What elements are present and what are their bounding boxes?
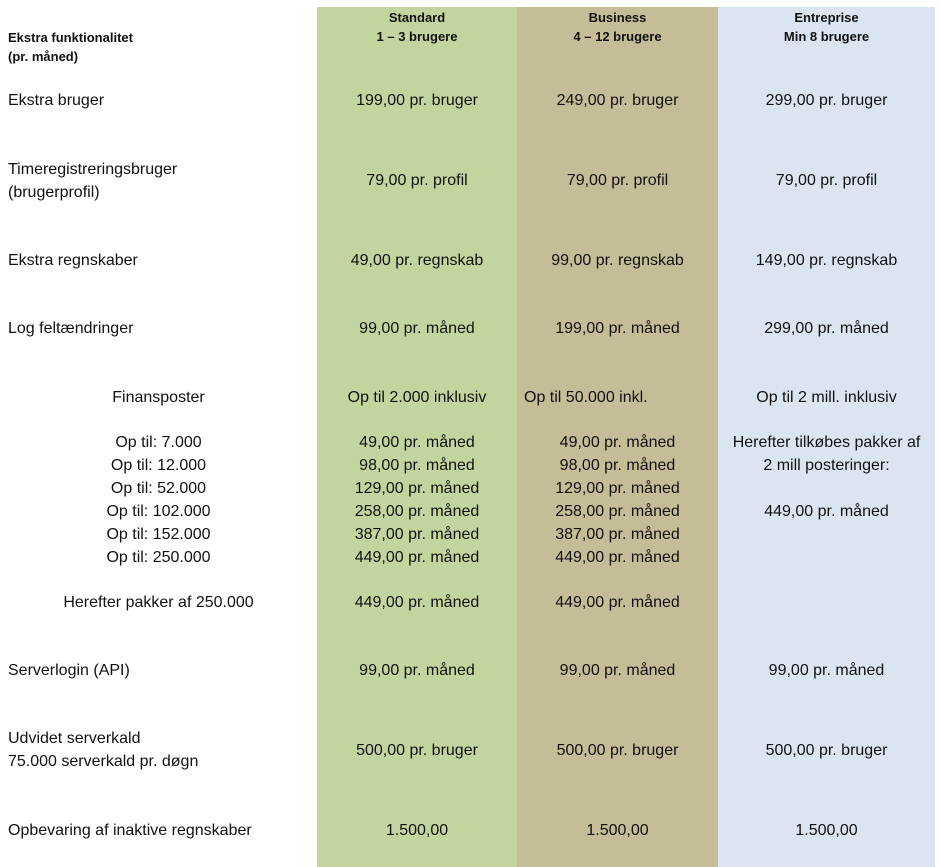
plan-header-business bbox=[517, 8, 718, 46]
price-enterprise-package: 449,00 pr. måned bbox=[764, 503, 889, 520]
tier-price: 387,00 pr. måned bbox=[354, 526, 480, 543]
tier-price: 98,00 pr. måned bbox=[559, 457, 676, 474]
row-label-line: Timeregistreringsbruger bbox=[8, 161, 178, 178]
plan-users: 4 – 12 brugere bbox=[573, 29, 662, 44]
tier-price: 49,00 pr. måned bbox=[559, 434, 676, 451]
tier-price: 258,00 pr. måned bbox=[354, 503, 480, 520]
tier-label: Op til: 12.000 bbox=[110, 457, 207, 474]
price-enterprise-ekstra-regnskaber: 149,00 pr. regnskab bbox=[755, 252, 898, 269]
price-enterprise-timeregistrering: 79,00 pr. profil bbox=[775, 172, 878, 189]
price-business-opbevaring: 1.500,00 bbox=[586, 822, 649, 839]
price-enterprise-finansposter: Op til 2 mill. inklusiv bbox=[756, 389, 897, 406]
feature-column-header bbox=[8, 28, 133, 66]
row-label-log-feltaendringer: Log feltændringer bbox=[8, 320, 134, 337]
price-enterprise-opbevaring: 1.500,00 bbox=[795, 822, 858, 839]
price-business-herefter: 449,00 pr. måned bbox=[555, 594, 680, 611]
row-label-finansposter: Finansposter bbox=[112, 389, 205, 406]
tier-label: Op til: 102.000 bbox=[106, 503, 211, 520]
package-note-line: 2 mill posteringer: bbox=[763, 457, 890, 474]
row-label-opbevaring: Opbevaring af inaktive regnskaber bbox=[8, 822, 252, 839]
price-standard-ekstra-bruger: 199,00 pr. bruger bbox=[356, 92, 478, 109]
tier-prices-business bbox=[517, 431, 718, 569]
price-standard-herefter: 449,00 pr. måned bbox=[354, 594, 480, 611]
price-standard-finansposter: Op til 2.000 inklusiv bbox=[347, 389, 487, 406]
tier-price: 129,00 pr. måned bbox=[354, 480, 480, 497]
feature-header-subtitle: (pr. måned) bbox=[8, 49, 79, 64]
plan-users: Min 8 brugere bbox=[783, 29, 870, 44]
price-business-timeregistrering: 79,00 pr. profil bbox=[566, 172, 669, 189]
tier-prices-standard bbox=[317, 431, 517, 569]
tier-label: Op til: 250.000 bbox=[106, 549, 211, 566]
tier-label: Op til: 152.000 bbox=[106, 526, 211, 543]
tier-price: 49,00 pr. måned bbox=[359, 434, 475, 451]
plan-header-enterprise bbox=[718, 8, 935, 46]
row-label-timeregistrering bbox=[8, 158, 177, 204]
tier-price: 449,00 pr. måned bbox=[555, 549, 680, 566]
row-label-ekstra-bruger: Ekstra bruger bbox=[8, 92, 105, 109]
price-standard-log-feltaendringer: 99,00 pr. måned bbox=[359, 320, 475, 337]
row-label-udvidet-serverkald bbox=[8, 727, 198, 773]
row-label-herefter-pakker: Herefter pakker af 250.000 bbox=[63, 594, 254, 611]
tier-price: 258,00 pr. måned bbox=[555, 503, 680, 520]
feature-header-title: Ekstra funktionalitet bbox=[8, 30, 133, 45]
price-enterprise-serverlogin: 99,00 pr. måned bbox=[768, 662, 885, 679]
tier-labels bbox=[0, 431, 317, 569]
plan-header-standard bbox=[317, 8, 517, 46]
price-business-log-feltaendringer: 199,00 pr. måned bbox=[555, 320, 680, 337]
row-label-ekstra-regnskaber: Ekstra regnskaber bbox=[8, 252, 138, 269]
price-standard-opbevaring: 1.500,00 bbox=[385, 822, 449, 839]
tier-price: 449,00 pr. måned bbox=[354, 549, 480, 566]
plan-name: Standard bbox=[388, 10, 446, 25]
price-business-ekstra-bruger: 249,00 pr. bruger bbox=[556, 92, 679, 109]
price-enterprise-ekstra-bruger: 299,00 pr. bruger bbox=[765, 92, 888, 109]
tier-label: Op til: 7.000 bbox=[115, 434, 202, 451]
tier-price: 387,00 pr. måned bbox=[555, 526, 680, 543]
package-note-line: Herefter tilkøbes pakker af bbox=[732, 434, 921, 451]
price-business-finansposter: Op til 50.000 inkl. bbox=[524, 389, 648, 406]
row-label-line: Udvidet serverkald bbox=[8, 730, 141, 747]
row-label-line: 75.000 serverkald pr. døgn bbox=[8, 753, 199, 770]
tier-price: 98,00 pr. måned bbox=[359, 457, 475, 474]
price-standard-ekstra-regnskaber: 49,00 pr. regnskab bbox=[350, 252, 484, 269]
price-business-udvidet-serverkald: 500,00 pr. bruger bbox=[556, 742, 679, 759]
price-business-ekstra-regnskaber: 99,00 pr. regnskab bbox=[551, 252, 684, 269]
price-business-serverlogin: 99,00 pr. måned bbox=[559, 662, 676, 679]
tier-label: Op til: 52.000 bbox=[110, 480, 207, 497]
price-enterprise-udvidet-serverkald: 500,00 pr. bruger bbox=[765, 742, 888, 759]
enterprise-package-note bbox=[718, 431, 935, 477]
row-label-line: (brugerprofil) bbox=[8, 184, 100, 201]
price-standard-timeregistrering: 79,00 pr. profil bbox=[366, 172, 468, 189]
price-standard-udvidet-serverkald: 500,00 pr. bruger bbox=[356, 742, 478, 759]
price-standard-serverlogin: 99,00 pr. måned bbox=[359, 662, 475, 679]
tier-price: 129,00 pr. måned bbox=[555, 480, 680, 497]
plan-users: 1 – 3 brugere bbox=[376, 29, 458, 44]
plan-name: Business bbox=[588, 10, 647, 25]
plan-name: Entreprise bbox=[794, 10, 859, 25]
price-enterprise-log-feltaendringer: 299,00 pr. måned bbox=[764, 320, 889, 337]
row-label-serverlogin: Serverlogin (API) bbox=[8, 662, 130, 679]
